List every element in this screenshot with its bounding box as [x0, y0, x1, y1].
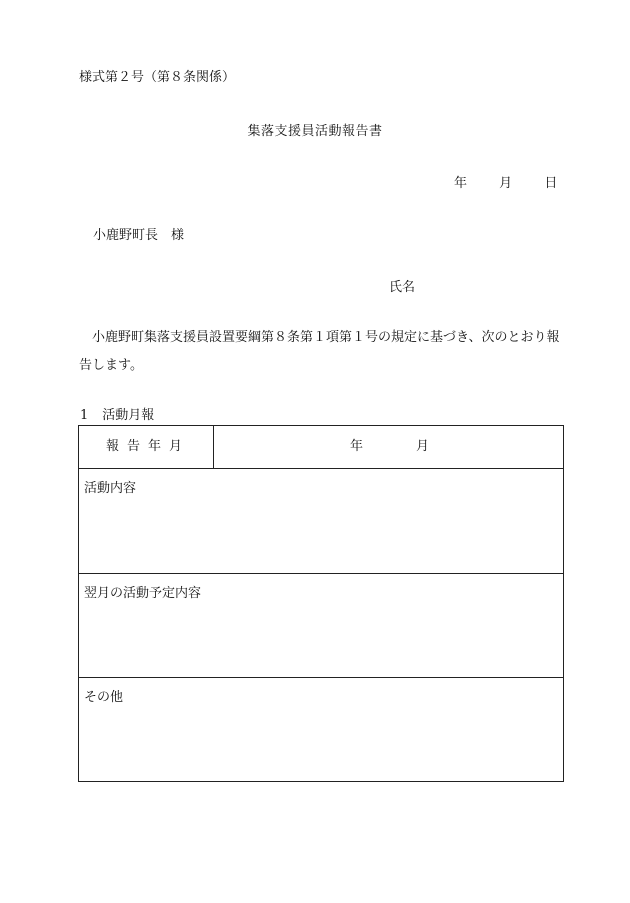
- signature-name-label: 氏名: [389, 280, 416, 295]
- section-number: 1: [80, 408, 89, 423]
- section-heading: [80, 404, 154, 423]
- activity-content-label: 活動内容: [84, 481, 137, 496]
- report-period-year: 年: [350, 439, 364, 454]
- activity-content-row[interactable]: [79, 469, 563, 574]
- report-period-row: [79, 426, 563, 469]
- date-year-label: 年: [454, 176, 468, 191]
- document-title: 集落支援員活動報告書: [247, 124, 383, 139]
- report-period-value[interactable]: [214, 426, 563, 468]
- addressee-name: 小鹿野町長: [93, 228, 159, 243]
- report-table: [78, 425, 564, 782]
- addressee: [93, 224, 184, 243]
- report-period-label: 報告年月: [79, 426, 214, 468]
- section-title: 活動月報: [102, 408, 155, 423]
- date-day-label: 日: [544, 176, 558, 191]
- report-period-month: 月: [416, 439, 430, 454]
- date-line: [454, 172, 557, 191]
- next-month-plan-row[interactable]: [79, 574, 563, 678]
- form-number: 様式第２号（第８条関係）: [79, 70, 236, 85]
- other-label: その他: [84, 690, 124, 705]
- other-row[interactable]: [79, 678, 563, 782]
- date-month-label: 月: [499, 176, 513, 191]
- next-month-plan-label: 翌月の活動予定内容: [84, 586, 202, 601]
- body-text: 小鹿野町集落支援員設置要綱第８条第１項第１号の規定に基づき、次のとおり報告します。: [79, 330, 560, 373]
- addressee-honorific: 様: [171, 228, 185, 243]
